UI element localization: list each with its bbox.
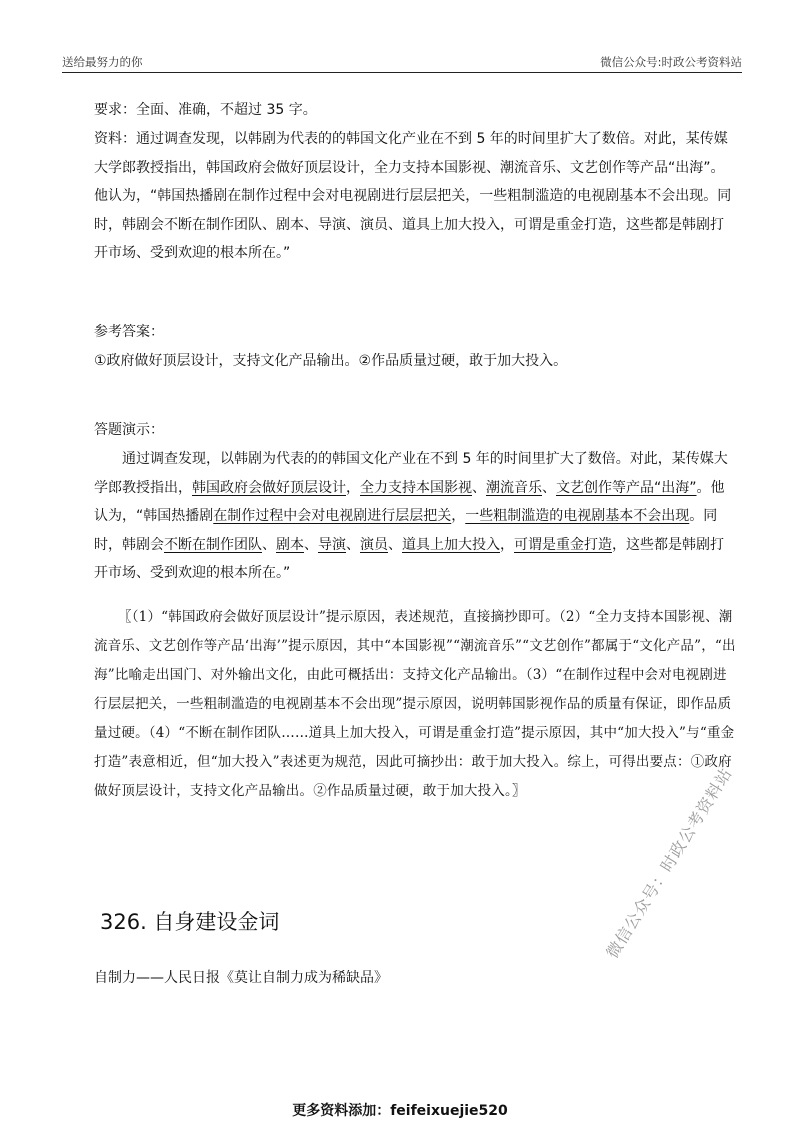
demo-text-segment: 、 [472, 479, 486, 496]
analysis-paragraph: 〖（1）“韩国政府会做好顶层设计”提示原因，表述规范，直接摘抄即可。（2）“全力支持本国影视、潮流音乐、文艺创作等产品‘出海’”提示原因，其中“本国影视”“潮流音乐”“文艺创作”都属于“文化产品”，“出海”比喻走出国门、对外输出文化，由此可概括出：支持文化产品输出。（3）“在制作过程中会对电视剧进行层层把关，一些粗制滥造的电视剧基本不会出现”提示原因，说明韩国影视作品的质量有保证，即作品质量过硬。（4）“不断在制作团队……道具上加大投入，可谓是重金打造”提示原因，其中“加大投入”与“重金打造”表意相近，但“加大投入”表述更为规范，因此可摘抄出：敢于加大投入。综上，可得出要点：①政府做好顶层设计，支持文化产品输出。②作品质量过硬，敢于加大投入。〗 [94, 609, 736, 799]
material-paragraph [94, 125, 734, 268]
underlined-phrase: 演员 [360, 536, 388, 553]
material-text: 通过调查发现，以韩剧为代表的的韩国文化产业在不到 5 年的时间里扩大了数倍。对此，某传媒大学郎教授指出，韩国政府会做好顶层设计，全力支持本国影视、潮流音乐、文艺创作等产品“出海”。他认为，“韩国热播剧在制作过程中会对电视剧进行层层把关，一些粗制滥造的电视剧基本不会出现。同时，韩剧会不断在制作团队、剧本、导演、演员、道具上加大投入，可谓是重金打造，这些都是韩剧打开市场、受到欢迎的根本所在。” [94, 131, 732, 261]
underlined-phrase: 可谓是重金打造 [514, 536, 612, 553]
underlined-phrase: 文艺创作等产品“出海” [556, 479, 697, 496]
section-item: 自制力——人民日报《莫让自制力成为稀缺品》 [94, 970, 388, 986]
demo-text-segment: 、 [388, 536, 402, 553]
underlined-phrase: 潮流音乐 [486, 479, 542, 496]
demo-text-segment: 通过调查发现，以韩剧为代表的的韩国文化产业在不到 5 年的时间里扩大了数倍。对此，某传媒大学郎教授指出， [94, 451, 728, 496]
header-right-text: 微信公众号:时政公考资料站 [600, 55, 742, 69]
demo-text-segment: ，这些都是韩剧打开市场、受到欢迎的根本所在。” [94, 536, 724, 581]
material-label: 资料： [94, 131, 136, 147]
demo-text-segment: 、 [542, 479, 556, 496]
demo-text-segment: ， [346, 479, 360, 496]
demo-text-segment: 。同时，韩剧会 [94, 508, 718, 553]
watermark: 微信公众号：时政公考资料站 [602, 764, 736, 962]
demo-text-segment: ， [500, 536, 514, 553]
underlined-phrase: 导演 [318, 536, 346, 553]
demo-title: 答题演示： [94, 422, 164, 438]
requirement-text: 要求：全面、准确，不超过 35 字。 [94, 102, 317, 118]
section-heading: 326. 自身建设金词 [100, 910, 280, 934]
underlined-phrase: 道具上加大投入 [402, 536, 500, 553]
demo-paragraph [94, 445, 734, 588]
underlined-phrase: 韩国政府会做好顶层设计 [192, 479, 346, 496]
underlined-phrase: 不断在制作团队 [164, 536, 262, 553]
page-header [62, 52, 742, 73]
underlined-phrase: 剧本 [276, 536, 304, 553]
demo-text-segment: 、 [262, 536, 276, 553]
underlined-phrase: 全力支持本国影视 [360, 479, 472, 496]
reference-title: 参考答案： [94, 324, 164, 340]
page-footer: 更多资料添加：feifeixuejie520 [292, 1103, 508, 1119]
demo-text-segment: 、 [304, 536, 318, 553]
underlined-phrase: 一些粗制滥造的电视剧基本不会出现 [465, 508, 690, 524]
demo-text-segment: 、 [346, 536, 360, 553]
underlined-phrase: 在制作过程中会对电视剧进行层层把关 [213, 508, 452, 524]
demo-text-segment: ， [451, 508, 466, 524]
header-left-text: 送给最努力的你 [62, 55, 143, 69]
reference-answer: ①政府做好顶层设计，支持文化产品输出。②作品质量过硬，敢于加大投入。 [94, 353, 568, 369]
demo-text-segment: 。他认为，“韩国热播剧 [94, 479, 725, 524]
